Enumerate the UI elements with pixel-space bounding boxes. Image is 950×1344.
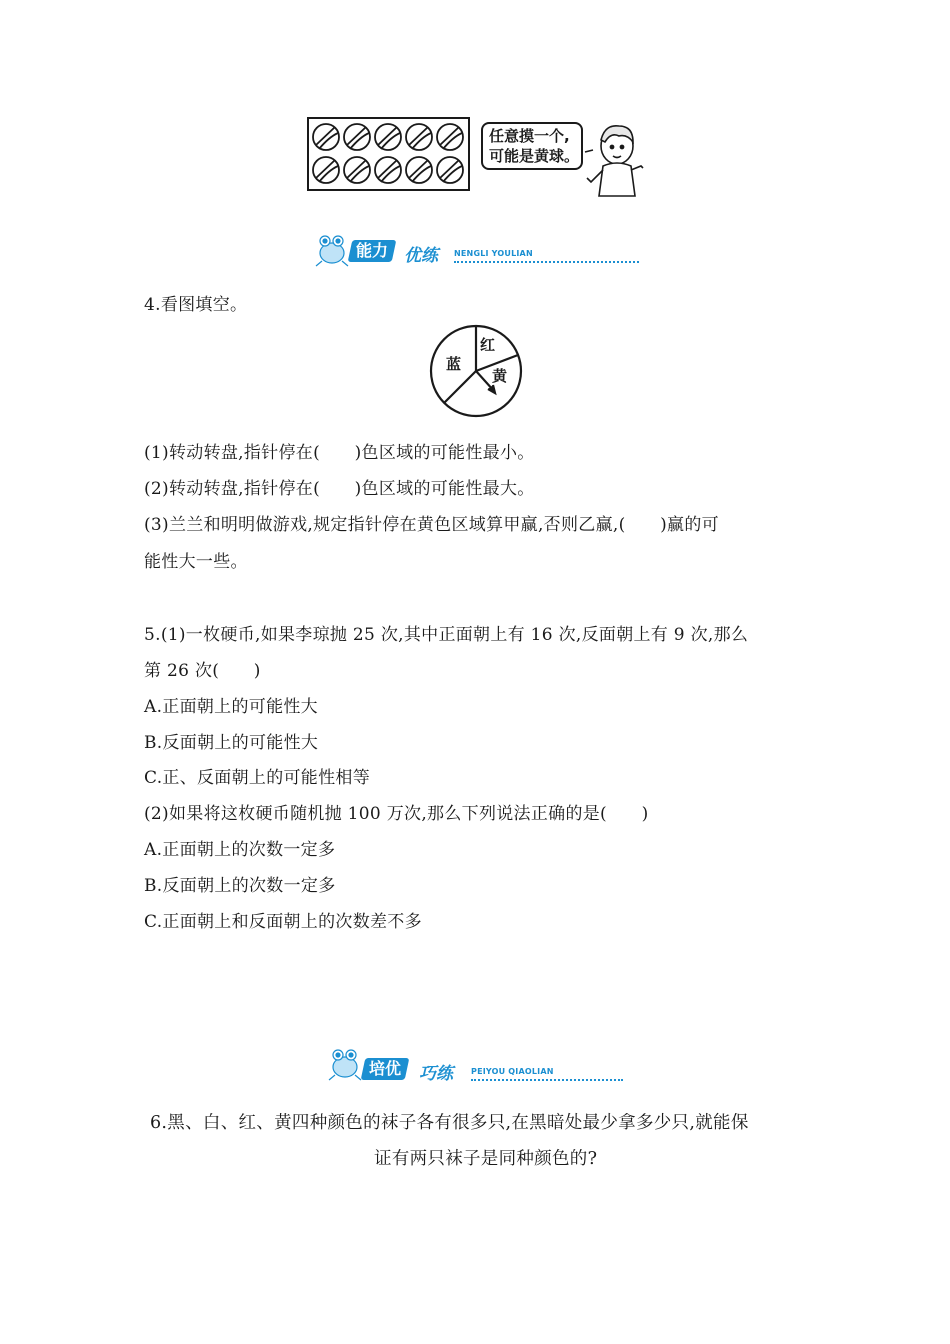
speech-line-1: 任意摸一个, — [489, 127, 570, 145]
q4-sub3-line2: 能性大一些。 — [144, 552, 248, 572]
ball-icon — [406, 124, 432, 150]
section-title: 能力 — [356, 241, 389, 260]
q5-stem-line2: 第 26 次( ) — [144, 661, 261, 681]
ball-icon — [313, 124, 339, 150]
spinner-label-blue: 蓝 — [446, 355, 462, 373]
q5-sub2: (2)如果将这枚硬币随机抛 100 万次,那么下列说法正确的是( ) — [144, 804, 649, 824]
section-banner-ability — [312, 233, 642, 269]
spinner-figure — [428, 323, 524, 419]
section-divider — [454, 261, 639, 263]
ball-icon — [437, 157, 463, 183]
q5-option-a1: A.正面朝上的可能性大 — [144, 697, 318, 717]
q5-stem-line1: 5.(1)一枚硬币,如果李琼抛 25 次,其中正面朝上有 16 次,反面朝上有 9 次,那么 — [144, 625, 749, 645]
balls-figure — [309, 119, 468, 189]
frog-mascot-icon — [325, 1047, 363, 1081]
spinner-label-yellow: 黄 — [492, 367, 508, 385]
q6-line1: 6.黑、白、红、黄四种颜色的袜子各有很多只,在黑暗处最少拿多少只,就能保 — [150, 1113, 749, 1133]
section-title-box — [348, 240, 397, 262]
ball-icon — [344, 124, 370, 150]
ball-icon — [375, 157, 401, 183]
balls-box — [307, 117, 470, 191]
boy-pointing-icon — [583, 120, 645, 198]
ball-icon — [313, 157, 339, 183]
q4-sub2: (2)转动转盘,指针停在( )色区域的可能性最大。 — [144, 479, 535, 499]
section-title: 培优 — [369, 1059, 402, 1078]
section-divider — [471, 1079, 623, 1081]
ball-icon — [437, 124, 463, 150]
frog-mascot-icon — [312, 233, 350, 267]
section-title-accent: 优练 — [404, 246, 438, 266]
q4-sub3-line1: (3)兰兰和明明做游戏,规定指针停在黄色区域算甲赢,否则乙赢,( )赢的可 — [144, 515, 719, 535]
q6-line2: 证有两只袜子是同种颜色的? — [374, 1149, 598, 1169]
speech-bubble — [481, 122, 583, 170]
q4-sub1: (1)转动转盘,指针停在( )色区域的可能性最小。 — [144, 443, 535, 463]
q5-option-b2: B.反面朝上的次数一定多 — [144, 876, 336, 896]
speech-line-2: 可能是黄球。 — [489, 147, 580, 165]
q5-option-b1: B.反面朝上的可能性大 — [144, 733, 319, 753]
ball-icon — [406, 157, 432, 183]
section-title-box — [361, 1058, 410, 1080]
q4-stem: 4.看图填空。 — [144, 295, 248, 315]
section-title-accent: 巧练 — [419, 1064, 453, 1084]
section-banner-advanced — [325, 1047, 635, 1083]
q5-option-a2: A.正面朝上的次数一定多 — [144, 840, 336, 860]
ball-icon — [344, 157, 370, 183]
section-pinyin: NENGLI YOULIAN — [454, 249, 533, 258]
spinner-label-red: 红 — [480, 336, 496, 354]
section-pinyin: PEIYOU QIAOLIAN — [471, 1067, 554, 1076]
q5-option-c2: C.正面朝上和反面朝上的次数差不多 — [144, 912, 422, 932]
q5-option-c1: C.正、反面朝上的可能性相等 — [144, 768, 371, 788]
ball-icon — [375, 124, 401, 150]
